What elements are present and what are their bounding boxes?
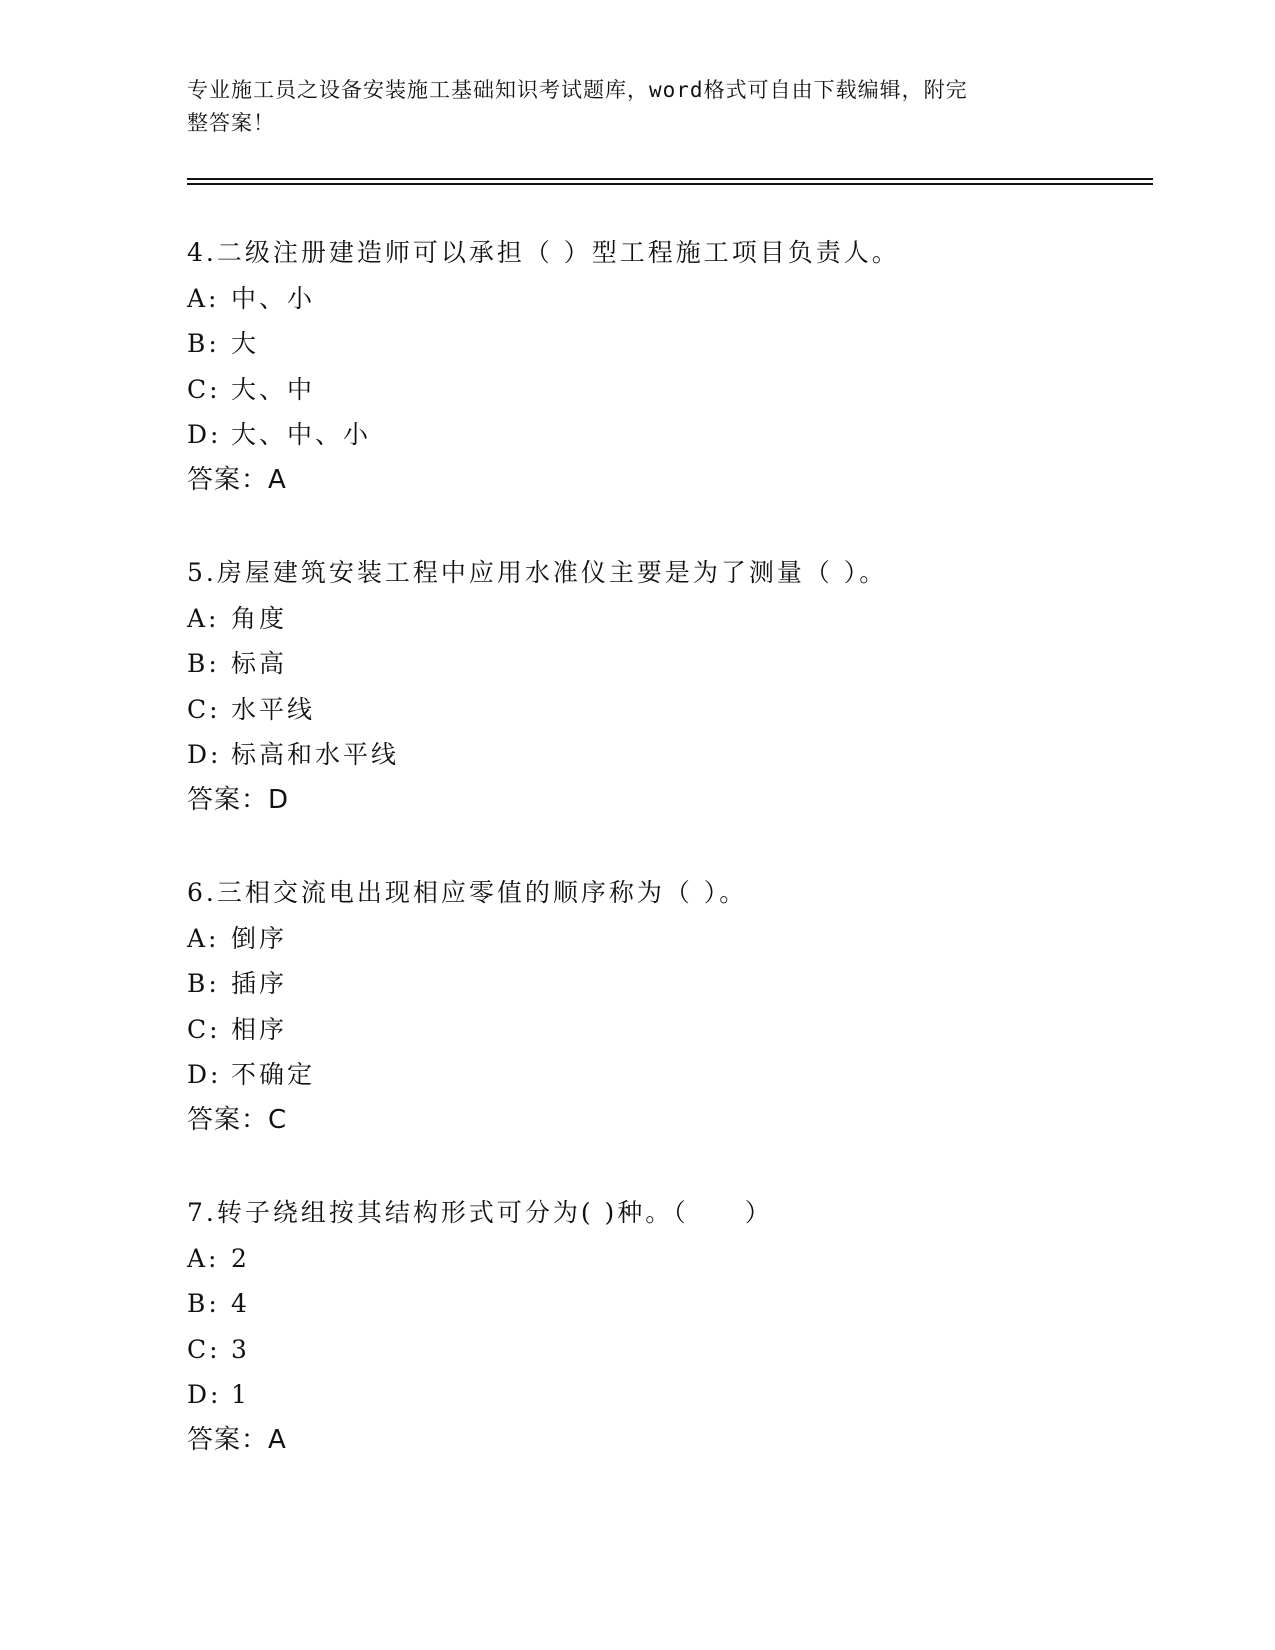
option-key: B: — [187, 1289, 220, 1318]
answer-line: 答案：D — [187, 784, 290, 815]
option-d — [187, 412, 1147, 458]
option-text: 标高和水平线 — [231, 740, 400, 769]
header-divider-top — [187, 178, 1153, 180]
option-a — [187, 276, 1147, 322]
option-text: 相序 — [231, 1014, 288, 1044]
option-text: 中、小 — [231, 283, 316, 313]
question-title: 4.二级注册建造师可以承担（ ）型工程施工项目负责人。 — [187, 238, 900, 267]
option-b — [187, 321, 1147, 367]
option-c — [187, 687, 1147, 733]
option-a — [187, 916, 1147, 962]
option-key: C: — [187, 1014, 221, 1044]
option-d — [187, 732, 1147, 778]
option-text: 4 — [231, 1289, 250, 1318]
option-key: A: — [187, 923, 220, 953]
option-b — [187, 1281, 1147, 1327]
option-key: C: — [187, 694, 221, 724]
question-title: 5.房屋建筑安装工程中应用水准仪主要是为了测量（ ）。 — [187, 558, 888, 587]
option-key: B: — [187, 649, 220, 678]
question-title: 7.转子绕组按其结构形式可分为( )种。（ ） — [187, 1198, 773, 1227]
option-key: C: — [187, 374, 221, 404]
option-c — [187, 367, 1147, 413]
option-c — [187, 1007, 1147, 1053]
option-key: D: — [187, 1380, 222, 1409]
option-text: 水平线 — [231, 694, 316, 724]
question-block — [187, 870, 1147, 1143]
option-key: A: — [187, 1243, 220, 1273]
option-text: 1 — [231, 1380, 250, 1409]
option-text: 3 — [231, 1334, 250, 1364]
document-header — [187, 74, 1087, 140]
option-text: 倒序 — [231, 923, 288, 953]
option-key: D: — [187, 1060, 222, 1089]
option-text: 大、中 — [231, 374, 316, 404]
option-text: 大 — [231, 329, 260, 358]
header-line-1: 专业施工员之设备安装施工基础知识考试题库，word格式可自由下载编辑，附完 — [187, 78, 968, 102]
answer-line: 答案：A — [187, 1424, 287, 1455]
question-block — [187, 1190, 1147, 1463]
option-a — [187, 1236, 1147, 1282]
option-key: A: — [187, 283, 220, 313]
answer-line: 答案：C — [187, 1104, 288, 1135]
header-divider-bottom — [187, 183, 1153, 185]
option-d — [187, 1372, 1147, 1418]
option-b — [187, 961, 1147, 1007]
option-key: B: — [187, 329, 220, 358]
option-c — [187, 1327, 1147, 1373]
option-key: C: — [187, 1334, 221, 1364]
answer-line: 答案：A — [187, 464, 287, 495]
option-key: B: — [187, 969, 220, 998]
question-block — [187, 550, 1147, 823]
option-text: 大、中、小 — [231, 420, 372, 449]
option-text: 不确定 — [231, 1060, 316, 1089]
option-a — [187, 596, 1147, 642]
option-key: D: — [187, 420, 222, 449]
option-key: A: — [187, 603, 220, 633]
option-text: 角度 — [231, 603, 288, 633]
option-text: 2 — [231, 1243, 250, 1273]
option-text: 插序 — [231, 969, 288, 998]
option-text: 标高 — [231, 649, 288, 678]
option-b — [187, 641, 1147, 687]
header-line-2: 整答案！ — [187, 111, 275, 135]
option-d — [187, 1052, 1147, 1098]
option-key: D: — [187, 740, 222, 769]
question-title: 6.三相交流电出现相应零值的顺序称为（ ）。 — [187, 878, 748, 907]
question-block — [187, 230, 1147, 503]
